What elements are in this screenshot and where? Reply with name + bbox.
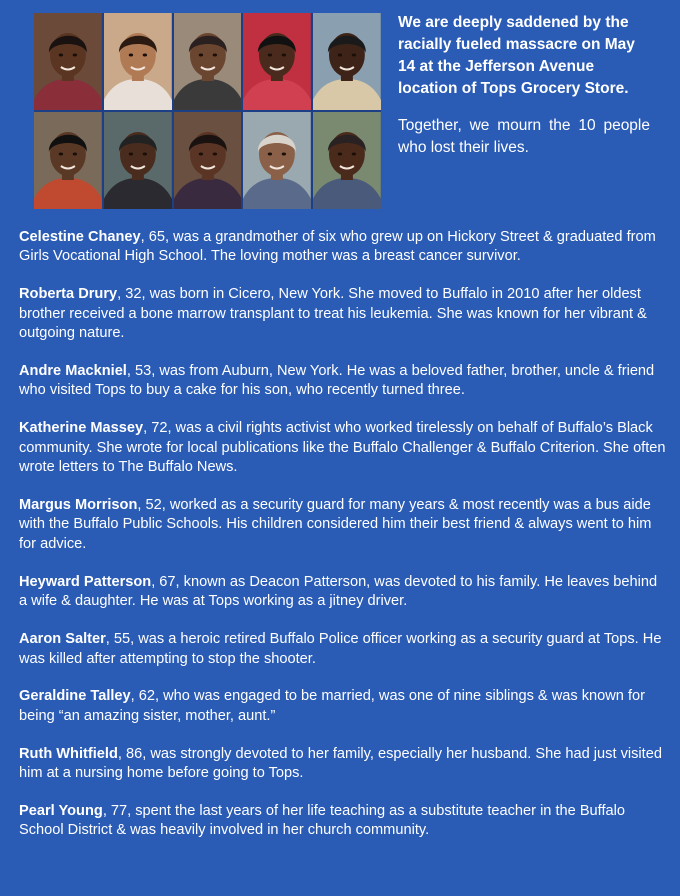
victim-description: , 72, was a civil rights activist who worked tirelessly on behalf of Buffalo’s Black community. She wrote for local publications like the Buffalo Challenger & Buffalo Criterion. She often wrote letters to The Buffalo News. [19,420,666,476]
victim-bio [19,573,667,612]
portrait-3 [174,13,242,110]
victim-bio [19,802,667,841]
victim-bio [19,419,667,477]
victim-description: , 77, spent the last years of her life teaching as a substitute teacher in the Buffalo School District & was heavily involved in her church community. [19,803,625,839]
victim-description: , 52, worked as a security guard for many years & most recently was a bus aide with the Buffalo Public Schools. His children considered him their best friend & always went to him for advice. [19,497,652,552]
victim-name: Aaron Salter [19,631,106,648]
portrait-7 [104,112,172,209]
portrait-6 [34,112,102,209]
portrait-10 [313,112,381,209]
intro-text [398,12,650,159]
victim-bio [19,745,667,784]
victim-name: Heyward Patterson [19,573,152,590]
victim-bios [19,228,667,859]
portrait-5 [313,13,381,110]
portrait-1 [34,13,102,110]
portrait-4 [243,13,311,110]
victim-bio [19,228,667,267]
victims-photo-collage [34,13,381,209]
victim-description: , 65, was a grandmother of six who grew up on Hickory Street & graduated from Girls Vocational High School. The loving mother was a breast cancer survivor. [19,229,656,265]
victim-name: Katherine Massey [19,420,144,437]
portrait-9 [243,112,311,209]
victim-name: Pearl Young [19,803,103,820]
victim-bio [19,285,667,343]
victim-name: Celestine Chaney [19,229,141,245]
portrait-8 [174,112,242,209]
intro-mourn: Together, we mourn the 10 people who lost their lives. [398,117,650,156]
victim-name: Margus Morrison [19,497,138,514]
victim-bio [19,687,667,726]
victim-description: , 55, was a heroic retired Buffalo Police officer working as a security guard at Tops. He was killed after attempting to stop the shooter. [19,631,662,667]
victim-description: , 32, was born in Cicero, New York. She moved to Buffalo in 2010 after her oldest brother received a bone marrow transplant to treat his leukemia. She was known for her vibrant & outgoing nature. [19,286,647,342]
victim-description: , 86, was strongly devoted to her family, especially her husband. She had just visited him at a nursing home before going to Tops. [19,745,662,782]
victim-description: , 53, was from Auburn, New York. He was a beloved father, brother, uncle & friend who visited Tops to buy a cake for his son, who recently turned three. [19,363,655,399]
victim-bio [19,630,667,669]
victim-bio [19,496,667,554]
victim-name: Geraldine Talley [19,688,131,705]
victim-name: Roberta Drury [19,286,118,303]
victim-name: Ruth Whitfield [19,745,118,762]
victim-name: Andre Mackniel [19,363,127,380]
victim-description: , 62, who was engaged to be married, was one of nine siblings & was known for being “an amazing sister, mother, aunt.” [19,688,645,724]
victim-bio [19,362,667,401]
intro-heading: We are deeply saddened by the racially fueled massacre on May 14 at the Jefferson Avenue location of Tops Grocery Store. [398,14,635,97]
portrait-2 [104,13,172,110]
victim-description: , 67, known as Deacon Patterson, was devoted to his family. He leaves behind a wife & daughter. He was at Tops working as a jitney driver. [19,573,658,610]
